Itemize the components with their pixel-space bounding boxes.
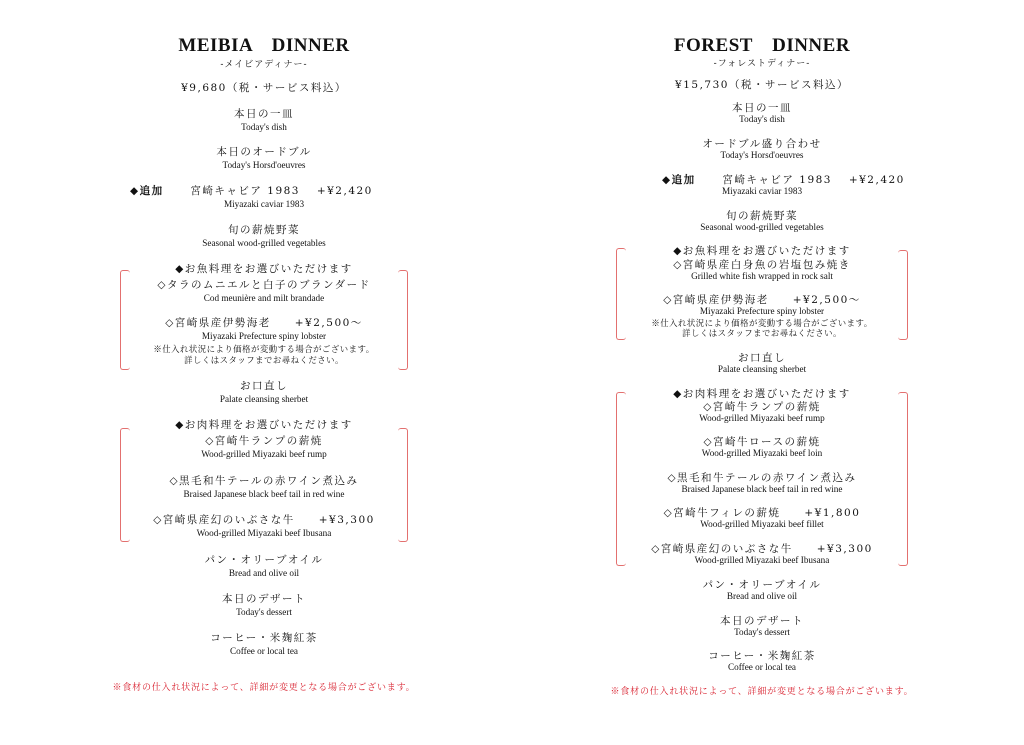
vegetables-jp: 旬の薪焼野菜 — [228, 224, 300, 236]
fish-option-1-en: Grilled white fish wrapped in rock salt — [691, 271, 833, 281]
todays-dish-jp: 本日の一皿 — [234, 108, 294, 120]
addon-caviar-jp: 宮崎キャビア 1983 +¥2,420 — [190, 185, 373, 197]
meat-option-1-jp: ◇宮崎牛ランプの薪焼 — [205, 435, 323, 447]
addon-caviar-row — [130, 183, 373, 198]
footnote: ※食材の仕入れ状況によって、詳細が変更となる場合がございます。 — [610, 687, 914, 697]
hors-doeuvres-jp: 本日のオードブル — [216, 146, 312, 158]
meat-option-1-jp: ◇宮崎牛ランプの薪焼 — [703, 401, 821, 413]
todays-dish-en: Today's dish — [241, 122, 287, 132]
vegetables-en: Seasonal wood-grilled vegetables — [202, 238, 326, 248]
meat-option-1-en: Wood-grilled Miyazaki beef rump — [699, 413, 825, 423]
menu-subtitle: -メイビアディナー- — [220, 60, 308, 70]
bread-en: Bread and olive oil — [228, 568, 300, 578]
addon-caviar-jp: 宮崎キャビア 1983 +¥2,420 — [722, 174, 905, 186]
fish-option-2-en: Miyazaki Prefecture spiny lobster — [699, 306, 825, 316]
addon-caviar-row — [662, 172, 905, 187]
fish-section-header: ◆お魚料理をお選びいただけます — [673, 245, 851, 257]
addon-mark: ◆追加 — [130, 185, 164, 197]
meat-option-3-jp: ◇宮崎県産幻のいぶさな牛 +¥3,300 — [153, 514, 375, 526]
menu-title: FOREST DINNER — [673, 35, 851, 56]
fish-option-2-jp: ◇宮崎県産伊勢海老 +¥2,500～ — [663, 294, 861, 306]
sorbet-jp: お口直し — [240, 380, 288, 392]
fish-option-1-en: Cod meunière and milt brandade — [203, 293, 325, 303]
fish-option-2-note-2: 詳しくはスタッフまでお尋ねください。 — [682, 328, 842, 338]
meat-option-4-jp: ◇宮崎牛フィレの薪焼 +¥1,800 — [663, 507, 861, 519]
coffee-jp: コーヒー・米麹紅茶 — [708, 650, 816, 662]
vegetables-jp: 旬の薪焼野菜 — [726, 210, 798, 222]
coffee-jp: コーヒー・米麹紅茶 — [210, 632, 318, 644]
dessert-jp: 本日のデザート — [222, 593, 306, 605]
meat-option-3-en: Wood-grilled Miyazaki beef Ibusana — [196, 528, 332, 538]
todays-dish-en: Today's dish — [739, 114, 785, 124]
meat-option-1-en: Wood-grilled Miyazaki beef rump — [201, 449, 327, 459]
coffee-en: Coffee or local tea — [728, 662, 796, 672]
hors-doeuvres-jp: オードブル盛り合わせ — [702, 138, 822, 150]
hors-doeuvres-en: Today's Horsd'oeuvres — [222, 160, 306, 170]
dessert-jp: 本日のデザート — [720, 615, 804, 627]
todays-dish-jp: 本日の一皿 — [732, 102, 792, 114]
meat-section-header: ◆お肉料理をお選びいただけます — [673, 388, 851, 400]
sorbet-en: Palate cleansing sherbet — [717, 364, 807, 374]
hors-doeuvres-en: Today's Horsd'oeuvres — [720, 150, 804, 160]
vegetables-en: Seasonal wood-grilled vegetables — [700, 222, 824, 232]
fish-option-2-note-2: 詳しくはスタッフまでお尋ねください。 — [184, 355, 344, 365]
fish-option-2-note-1: ※仕入れ状況により価格が変動する場合がございます。 — [153, 344, 375, 354]
meat-option-3-en: Braised Japanese black beef tail in red wine — [681, 484, 843, 494]
fish-option-1-jp: ◇タラのムニエルと白子のブランダード — [157, 279, 371, 291]
fish-section-header: ◆お魚料理をお選びいただけます — [175, 263, 353, 275]
addon-mark: ◆追加 — [662, 174, 696, 186]
meat-section-header: ◆お肉料理をお選びいただけます — [175, 419, 353, 431]
menu-subtitle: -フォレストディナー- — [713, 59, 811, 69]
menu-title: MEIBIA DINNER — [178, 35, 350, 56]
bread-en: Bread and olive oil — [726, 591, 798, 601]
course-price: ¥9,680（税・サービス料込） — [181, 82, 347, 94]
addon-caviar-en: Miyazaki caviar 1983 — [223, 199, 305, 209]
dessert-en: Today's dessert — [236, 607, 292, 617]
fish-option-1-jp: ◇宮崎県産白身魚の岩塩包み焼き — [673, 259, 851, 271]
meat-option-3-jp: ◇黒毛和牛テールの赤ワイン煮込み — [667, 472, 857, 484]
meat-option-2-en: Braised Japanese black beef tail in red wine — [183, 489, 345, 499]
bread-jp: パン・オリーブオイル — [204, 554, 324, 566]
course-price: ¥15,730（税・サービス料込） — [675, 79, 849, 91]
addon-caviar-en: Miyazaki caviar 1983 — [721, 186, 803, 196]
footnote: ※食材の仕入れ状況によって、詳細が変更となる場合がございます。 — [112, 683, 416, 693]
meat-option-2-jp: ◇黒毛和牛テールの赤ワイン煮込み — [169, 475, 359, 487]
meat-option-2-jp: ◇宮崎牛ロースの薪焼 — [703, 436, 821, 448]
bread-jp: パン・オリーブオイル — [702, 579, 822, 591]
fish-option-2-en: Miyazaki Prefecture spiny lobster — [201, 331, 327, 341]
dessert-en: Today's dessert — [734, 627, 790, 637]
sorbet-jp: お口直し — [738, 352, 786, 364]
fish-option-2-jp: ◇宮崎県産伊勢海老 +¥2,500～ — [165, 317, 363, 329]
meat-option-2-en: Wood-grilled Miyazaki beef loin — [701, 448, 823, 458]
meat-option-4-en: Wood-grilled Miyazaki beef fillet — [700, 519, 824, 529]
coffee-en: Coffee or local tea — [230, 646, 298, 656]
meat-option-5-en: Wood-grilled Miyazaki beef Ibusana — [694, 555, 830, 565]
sorbet-en: Palate cleansing sherbet — [219, 394, 309, 404]
fish-option-2-note-1: ※仕入れ状況により価格が変動する場合がございます。 — [651, 318, 873, 328]
meat-option-5-jp: ◇宮崎県産幻のいぶさな牛 +¥3,300 — [651, 543, 873, 555]
